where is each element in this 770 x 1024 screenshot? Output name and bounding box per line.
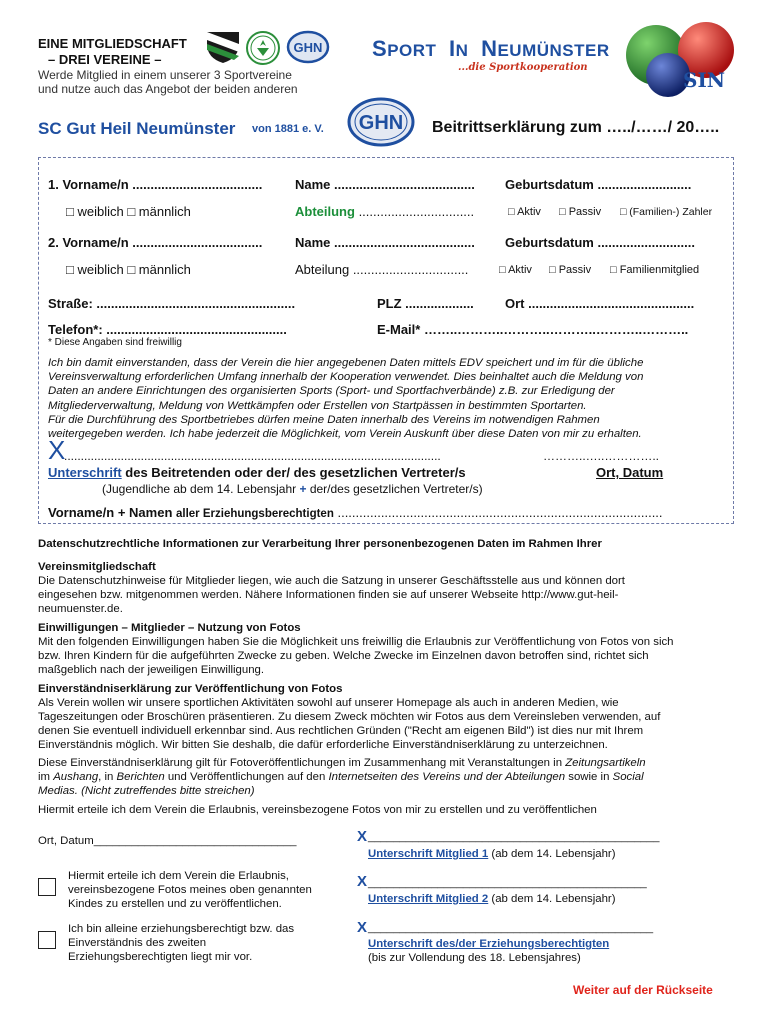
person1-aktiv-checkbox[interactable]: □ Aktiv: [508, 206, 541, 218]
freiwillig-note: * Diese Angaben sind freiwillig: [48, 337, 182, 348]
sig3-x-mark: X: [357, 919, 368, 936]
person2-aktiv-checkbox[interactable]: □ Aktiv: [499, 264, 532, 276]
signature-label: Unterschrift des Beitretenden oder der/ des gesetzlichen Vertreter/s: [48, 465, 466, 480]
person1-abteilung-field[interactable]: Abteilung ................................: [295, 204, 475, 219]
club-since: von 1881 e. V.: [252, 123, 324, 135]
ort-field[interactable]: Ort ..............................................: [505, 296, 695, 311]
signature-line[interactable]: .................................................................................................................: [64, 449, 441, 463]
club-badge-2-icon: [245, 30, 281, 71]
guardian-names-field[interactable]: Vorname/n + Namen aller Erziehungsberechtigten ..........................................................................................: [48, 505, 663, 520]
date-line[interactable]: ………..…..…………..: [543, 449, 660, 463]
club-badge-1-icon: [204, 30, 242, 69]
person1-passiv-checkbox[interactable]: □ Passiv: [559, 206, 602, 218]
club-name: SC Gut Heil Neumünster: [38, 119, 236, 138]
telefon-field[interactable]: Telefon*: ..................................................: [48, 322, 287, 337]
person1-gender-checkboxes[interactable]: □ weiblich □ männlich: [66, 204, 191, 219]
sig1-x-mark: X: [357, 828, 368, 845]
sole-guardian-checkbox[interactable]: [38, 931, 56, 949]
person2-geburtsdatum-field[interactable]: Geburtsdatum ...........................: [505, 235, 695, 250]
club-ghn-logo-text: GHN: [358, 112, 404, 134]
header-sub-line2: und nutze auch das Angebot der beiden anderen: [38, 82, 298, 96]
privacy-s3-title: Einverständniserklärung zur Veröffentlichung von Fotos: [38, 683, 343, 695]
plz-field[interactable]: PLZ ...................: [377, 296, 474, 311]
person1-name-field[interactable]: Name .......................................: [295, 177, 475, 192]
person1-zahler-checkbox[interactable]: □ (Familien-) Zahler: [620, 206, 713, 218]
photo-permission-text: Hiermit erteile ich dem Verein die Erlaubnis, vereinsbezogene Fotos von mir zu erstellen und zu veröffentlichen: [38, 804, 597, 816]
sole-guardian-text: Ich bin alleine erziehungsberechtigt bzw. das Einverständnis des zweiten Erziehungsberechtigten liegt mir vor.: [68, 923, 295, 963]
person2-vorname-field[interactable]: 2. Vorname/n ....................................: [48, 235, 263, 250]
header-title-line1: EINE MITGLIEDSCHAFT: [38, 36, 187, 51]
person1-vorname-field[interactable]: 1. Vorname/n ....................................: [48, 177, 263, 192]
club-badge-3-icon: [286, 30, 330, 69]
sig1-label: Unterschrift Mitglied 1 (ab dem 14. Lebensjahr): [368, 848, 616, 860]
signature-x-mark: X: [48, 435, 66, 465]
ort-datum-label: Ort, Datum: [596, 465, 664, 480]
privacy-s2-title: Einwilligungen – Mitglieder – Nutzung von Fotos: [38, 622, 301, 634]
declaration-title: Beitrittserklärung zum …../……/ 20…..: [432, 119, 720, 136]
sig3-line[interactable]: _____________________________________________: [368, 922, 654, 934]
person1-geburtsdatum-field[interactable]: Geburtsdatum ..........................: [505, 177, 692, 192]
consent-paragraph: Ich bin damit einverstanden, dass der Verein die hier angegebenen Daten mittels EDV speichert und im für die übliche Vereinsverwaltung erforderlichen Umfang innerhalb der Kooperation verwendet. Dies beinhaltet auch die Meldung von Daten an andere Einrichtungen des organisierten Sports (Sport- und Sportfachverbände) z.B. zur Erledigung der Mitgliederverwaltung, Meldung von Wettkämpfen oder Erstellen von Startpässen in bestimmten Sportarten. Für die Durchführung des Sportbetriebes dürfen meine Daten innerhalb des Vereins im notwendigen Rahmen weitergegeben werden. Ich habe jederzeit die Möglichkeit, vom Verein Auskunft über diese Daten von mir zu erhalten.: [48, 357, 644, 441]
privacy-heading: Datenschutzrechtliche Informationen zur Verarbeitung Ihrer personenbezogenen Daten im Rahmen Ihrer: [38, 538, 602, 550]
header-sub-line1: Werde Mitglied in einem unserer 3 Sportvereine: [38, 68, 292, 82]
email-field[interactable]: E-Mail* ……..………..………..………..………..………..: [377, 322, 689, 337]
sig1-line[interactable]: ______________________________________________: [368, 831, 660, 843]
sport-in-neumuenster-logo: SPORT IN NEUMÜNSTER: [372, 36, 610, 61]
child-photo-checkbox[interactable]: [38, 878, 56, 896]
person2-familienmitglied-checkbox[interactable]: □ Familienmitglied: [610, 264, 700, 276]
sin-logo-text: SIN: [683, 68, 726, 92]
person2-passiv-checkbox[interactable]: □ Passiv: [549, 264, 592, 276]
privacy-s1-text: Die Datenschutzhinweise für Mitglieder liegen, wie auch die Satzung in unserer Geschäftsstelle aus und können dort eingesehen bzw. mitgenommen werden. Nähere Informationen finden sie auf unserer Webseite http://www.gut-heil- neumuenster.de.: [38, 575, 625, 615]
header-title-line2: – DREI VEREINE –: [48, 52, 162, 67]
sig3-label: Unterschrift des/der Erziehungsberechtigten: [368, 938, 610, 950]
continue-on-back-note: Weiter auf der Rückseite: [573, 983, 713, 997]
club-ghn-logo-icon: [346, 96, 416, 153]
person2-name-field[interactable]: Name .......................................: [295, 235, 475, 250]
privacy-s4-text: Diese Einverständniserklärung gilt für Fotoveröffentlichungen im Zusammenhang mit Veranstaltungen in Zeitungsartikeln im Aushang, in Berichten und Veröffentlichungen auf den Internetseiten des Vereins und der Abteilungen sowie in Social Medias. (Nicht zutreffendes bitte streichen): [38, 757, 646, 797]
sig2-label: Unterschrift Mitglied 2 (ab dem 14. Lebensjahr): [368, 893, 616, 905]
sig3-note: (bis zur Vollendung des 18. Lebensjahres): [368, 952, 581, 964]
privacy-s1-title: Vereinsmitgliedschaft: [38, 561, 156, 573]
person2-gender-checkboxes[interactable]: □ weiblich □ männlich: [66, 262, 191, 277]
signature-note: (Jugendliche ab dem 14. Lebensjahr + der/des gesetzlichen Vertreter/s): [102, 482, 483, 496]
sig2-x-mark: X: [357, 873, 368, 890]
ort-datum-line[interactable]: Ort, Datum________________________________: [38, 835, 297, 847]
privacy-s2-text: Mit den folgenden Einwilligungen haben Sie die Möglichkeit uns freiwillig die Erlaubnis zur Veröffentlichung von Fotos von sich bzw. Ihren Kindern für die aufgeführten Zwecke zu geben. Welche Zwecke im Einzelnen davon betroffen sind, richtet sich maßgeblich nach der jeweiligen Einwilligung.: [38, 636, 674, 676]
child-photo-text: Hiermit erteile ich dem Verein die Erlaubnis, vereinsbezogene Fotos meines oben genannten Kindes zu erstellen und zu veröffentlichen.: [68, 870, 312, 910]
person2-abteilung-field[interactable]: Abteilung ................................: [295, 262, 469, 277]
strasse-field[interactable]: Straße: .......................................................: [48, 296, 296, 311]
club-badge-3-text: GHN: [293, 40, 323, 55]
sig2-line[interactable]: ____________________________________________: [368, 877, 647, 889]
privacy-s3-text: Als Verein wollen wir unsere sportlichen Aktivitäten sowohl auf unserer Homepage als auch in anderen Medien, wie Tageszeitungen oder Broschüren präsentieren. Zu diesem Zweck möchten wir Fotos aus dem Vereinsleben verwenden, auf denen Sie eventuell individuell erkennbar sind. Aus rechtlichen Gründen ("Recht am eigenen Bild") ist dies nur mit Ihrem Einverständnis möglich. Wir bitten Sie deshalb, die dafür erforderliche Einverständniserklärung zu unterzeichnen.: [38, 697, 661, 751]
sport-logo-subtitle: ...die Sportkooperation: [458, 62, 588, 73]
